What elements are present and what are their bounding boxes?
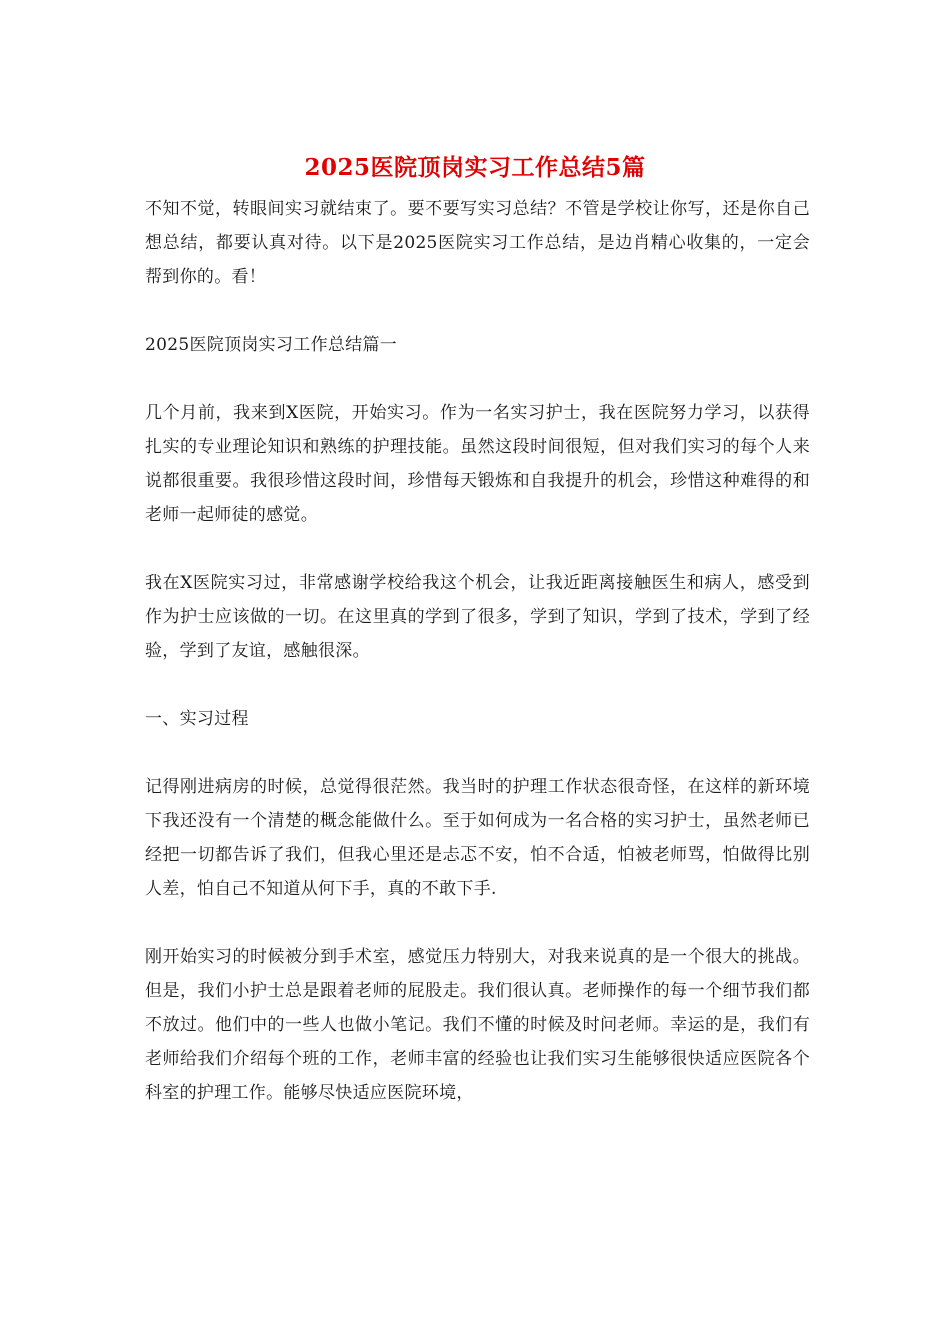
document-title: 2025医院顶岗实习工作总结5篇: [304, 154, 646, 181]
section-heading: 2025医院顶岗实习工作总结篇一: [145, 335, 398, 355]
intro-paragraph: 不知不觉，转眼间实习就结束了。要不要写实习总结？不管是学校让你写，还是你自己想总结，都要认真对待。以下是2025医院实习工作总结，是边肖精心收集的，一定会帮到你的。看！: [145, 199, 810, 287]
body-paragraph: 刚开始实习的时候被分到手术室，感觉压力特别大，对我来说真的是一个很大的挑战。但是，我们小护士总是跟着老师的屁股走。我们很认真。老师操作的每一个细节我们都不放过。他们中的一些人也做小笔记。我们不懂的时候及时问老师。幸运的是，我们有老师给我们介绍每个班的工作，老师丰富的经验也让我们实习生能够很快适应医院各个科室的护理工作。能够尽快适应医院环境，: [145, 947, 810, 1103]
body-paragraph: 记得刚进病房的时候，总觉得很茫然。我当时的护理工作状态很奇怪，在这样的新环境下我还没有一个清楚的概念能做什么。至于如何成为一名合格的实习护士，虽然老师已经把一切都告诉了我们，但我心里还是忐忑不安，怕不合适，怕被老师骂，怕做得比别人差，怕自己不知道从何下手，真的不敢下手.: [145, 777, 810, 899]
body-paragraph: 我在X医院实习过，非常感谢学校给我这个机会，让我近距离接触医生和病人，感受到作为护士应该做的一切。在这里真的学到了很多，学到了知识，学到了技术，学到了经验，学到了友谊，感触很深。: [145, 573, 810, 661]
subsection-heading: 一、实习过程: [145, 709, 249, 729]
document-body: [145, 192, 810, 1110]
body-paragraph: 几个月前，我来到X医院，开始实习。作为一名实习护士，我在医院努力学习，以获得扎实的专业理论知识和熟练的护理技能。虽然这段时间很短，但对我们实习的每个人来说都很重要。我很珍惜这段时间，珍惜每天锻炼和自我提升的机会，珍惜这种难得的和老师一起师徒的感觉。: [145, 403, 810, 525]
